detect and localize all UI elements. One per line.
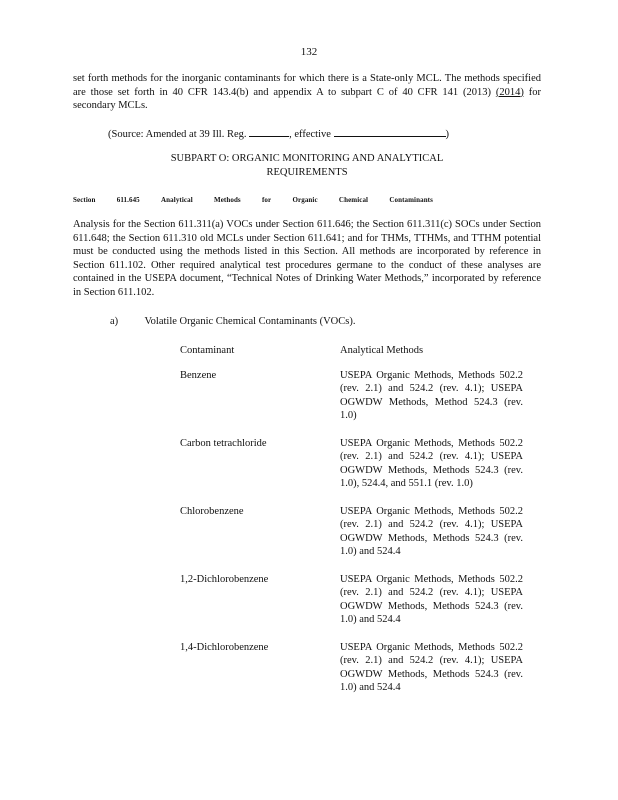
source-middle: , effective bbox=[289, 129, 331, 140]
analysis-paragraph: Analysis for the Section 611.311(a) VOCs under Section 611.646; the Section 611.311(c) SOCs under Section 611.648; the Section 611.310 old MCLs under Section 611.641; and for THMs, TTHMs, and TTHM potential must be conducted using the methods listed in this Section. All methods are incorporated by reference in Section 611.102. Other required analytical test procedures germane to the conduct of these analyses are contained in the USEPA document, “Technical Notes of Drinking Water Methods,” incorporated by reference in Section 611.102. bbox=[73, 219, 541, 298]
header-methods: Analytical Methods bbox=[340, 345, 424, 356]
contaminant-cell: 1,2-Dichlorobenzene bbox=[180, 573, 269, 585]
intro-text-part1: set forth methods for the inorganic contaminants for which there is a State-only MCL. The methods specified are those set forth in 40 CFR 143.4(b) and appendix A to subpart C of 40 CFR 141 (2013) bbox=[73, 73, 541, 98]
section-heading-word: Organic bbox=[292, 196, 318, 204]
contaminant-cell: Benzene bbox=[180, 369, 217, 381]
table-row bbox=[180, 641, 525, 695]
section-heading-word: 611.645 bbox=[116, 196, 140, 204]
contaminant-cell: Carbon tetrachloride bbox=[180, 437, 267, 449]
subpart-line2: REQUIREMENTS bbox=[266, 166, 348, 178]
subpart-line1: SUBPART O: ORGANIC MONITORING AND ANALYTICAL bbox=[170, 153, 444, 164]
table-row bbox=[180, 505, 525, 559]
contaminant-cell: 1,4-Dichlorobenzene bbox=[180, 641, 269, 653]
reg-blank bbox=[249, 126, 289, 137]
methods-cell: USEPA Organic Methods, Methods 502.2 (rev. 2.1) and 524.2 (rev. 4.1); USEPA OGWDW Methods, Method 524.3 (rev. 1.0) bbox=[340, 369, 523, 421]
table-row bbox=[180, 437, 525, 491]
section-heading-word: for bbox=[262, 196, 272, 204]
source-prefix: (Source: Amended at 39 Ill. Reg. bbox=[108, 129, 247, 140]
table-row bbox=[180, 369, 525, 423]
methods-cell: USEPA Organic Methods, Methods 502.2 (rev. 2.1) and 524.2 (rev. 4.1); USEPA OGWDW Methods, Methods 524.3 (rev. 1.0) and 524.4 bbox=[340, 573, 523, 625]
intro-paragraph bbox=[73, 72, 541, 113]
subsection-a-title: Volatile Organic Chemical Contaminants (VOCs). bbox=[144, 316, 356, 327]
subpart-heading bbox=[73, 152, 541, 179]
contaminant-cell: Chlorobenzene bbox=[180, 505, 244, 517]
inserted-year: (2014) bbox=[495, 86, 524, 98]
effective-blank bbox=[334, 126, 446, 137]
section-heading-word: Methods bbox=[214, 196, 241, 204]
table-row bbox=[180, 573, 525, 627]
intro-text-part2: for secondary MCLs. bbox=[73, 86, 542, 111]
section-heading bbox=[73, 194, 433, 208]
source-suffix: ) bbox=[445, 129, 450, 140]
methods-table bbox=[180, 344, 525, 709]
section-heading-word: Contaminants bbox=[389, 196, 433, 204]
page-number: 132 bbox=[300, 46, 318, 58]
header-contaminant: Contaminant bbox=[180, 345, 235, 356]
section-heading-word: Section bbox=[73, 196, 96, 204]
subsection-a bbox=[110, 315, 355, 329]
subsection-a-label: a) bbox=[110, 316, 119, 327]
table-header-row bbox=[180, 344, 525, 358]
source-note bbox=[108, 126, 548, 142]
section-heading-word: Analytical bbox=[161, 196, 193, 204]
methods-cell: USEPA Organic Methods, Methods 502.2 (rev. 2.1) and 524.2 (rev. 4.1); USEPA OGWDW Methods, Methods 524.3 (rev. 1.0), 524.4, and 551.1 (rev. 1.0) bbox=[340, 437, 523, 489]
methods-cell: USEPA Organic Methods, Methods 502.2 (rev. 2.1) and 524.2 (rev. 4.1); USEPA OGWDW Methods, Methods 524.3 (rev. 1.0) and 524.4 bbox=[340, 641, 523, 693]
section-heading-word: Chemical bbox=[338, 196, 369, 204]
methods-cell: USEPA Organic Methods, Methods 502.2 (rev. 2.1) and 524.2 (rev. 4.1); USEPA OGWDW Methods, Methods 524.3 (rev. 1.0) and 524.4 bbox=[340, 505, 523, 557]
